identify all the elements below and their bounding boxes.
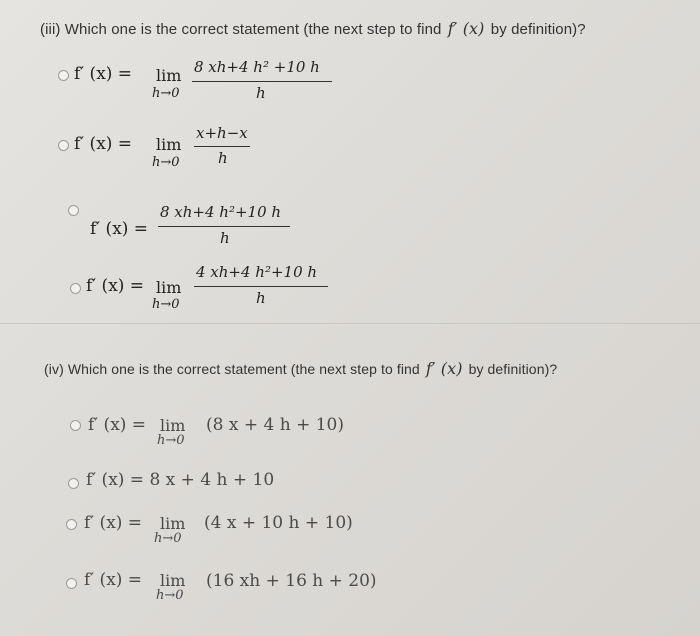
- q4-option-2-lhs: f′ (x) = 8 x + 4 h + 10: [86, 470, 275, 490]
- q3-option-3-lhs: f′ (x) =: [90, 219, 149, 239]
- section-divider: [0, 323, 700, 324]
- q4-option-3-expr: (4 x + 10 h + 10): [204, 513, 353, 533]
- q3-option-2-radio[interactable]: [58, 140, 69, 151]
- question-iv-title: [44, 359, 557, 378]
- q3-option-2-num: x+h−x: [196, 124, 248, 142]
- question-iii-fx: f′ (x): [447, 19, 485, 38]
- q3-option-2-frac-bar: [194, 146, 250, 147]
- q4-option-3-radio[interactable]: [66, 519, 77, 530]
- q3-option-4-sub: h→0: [152, 297, 180, 312]
- q3-option-4-lim: lim: [156, 278, 182, 297]
- q3-option-3-frac-bar: [158, 226, 290, 227]
- question-iii-prefix: (iii) Which one is the correct statement (the next step to find: [40, 21, 442, 38]
- q4-option-4-lhs: f′ (x) =: [84, 570, 143, 590]
- q3-option-4-lhs: f′ (x) =: [86, 276, 145, 296]
- q3-option-3-radio[interactable]: [68, 205, 79, 216]
- q4-option-1-radio[interactable]: [70, 420, 81, 431]
- q4-option-1-lim: lim: [160, 416, 186, 435]
- q4-option-4-expr: (16 xh + 16 h + 20): [206, 571, 377, 591]
- q3-option-1-lim: lim: [156, 66, 182, 85]
- question-iv-suffix: by definition)?: [468, 361, 558, 377]
- q3-option-1-den: h: [256, 84, 266, 102]
- q3-option-1-num: 8 xh+4 h² +10 h: [194, 58, 320, 76]
- q3-option-4-den: h: [256, 289, 266, 307]
- q3-option-4-frac-bar: [194, 286, 328, 287]
- q4-option-1-expr: (8 x + 4 h + 10): [206, 415, 344, 435]
- q4-option-3-lim: lim: [160, 514, 186, 533]
- q4-option-4-radio[interactable]: [66, 578, 77, 589]
- q4-option-2-radio[interactable]: [68, 478, 79, 489]
- q3-option-3-den: h: [220, 229, 230, 247]
- q4-option-4-sub: h→0: [156, 588, 184, 603]
- q3-option-2-sub: h→0: [152, 155, 180, 170]
- q4-option-4-lim: lim: [160, 571, 186, 590]
- q3-option-2-lhs: f′ (x) =: [74, 134, 133, 154]
- question-iii-suffix: by definition)?: [490, 21, 586, 38]
- question-iii-title: [40, 19, 586, 38]
- q4-option-1-lhs: f′ (x) =: [88, 415, 147, 435]
- q3-option-1-radio[interactable]: [58, 70, 69, 81]
- q3-option-4-num: 4 xh+4 h²+10 h: [196, 263, 318, 281]
- question-iv-fx: f′ (x): [425, 359, 463, 378]
- q3-option-1-lhs: f′ (x) =: [74, 64, 133, 84]
- q4-option-3-lhs: f′ (x) =: [84, 513, 143, 533]
- q3-option-2-lim: lim: [156, 135, 182, 154]
- q3-option-1-frac-bar: [192, 81, 332, 82]
- q4-option-1-sub: h→0: [157, 433, 185, 448]
- q3-option-1-sub: h→0: [152, 86, 180, 101]
- q4-option-3-sub: h→0: [154, 531, 182, 546]
- q3-option-3-num: 8 xh+4 h²+10 h: [160, 203, 282, 221]
- question-iv-prefix: (iv) Which one is the correct statement (the next step to find: [44, 361, 420, 377]
- q3-option-2-den: h: [218, 149, 228, 167]
- q3-option-4-radio[interactable]: [70, 283, 81, 294]
